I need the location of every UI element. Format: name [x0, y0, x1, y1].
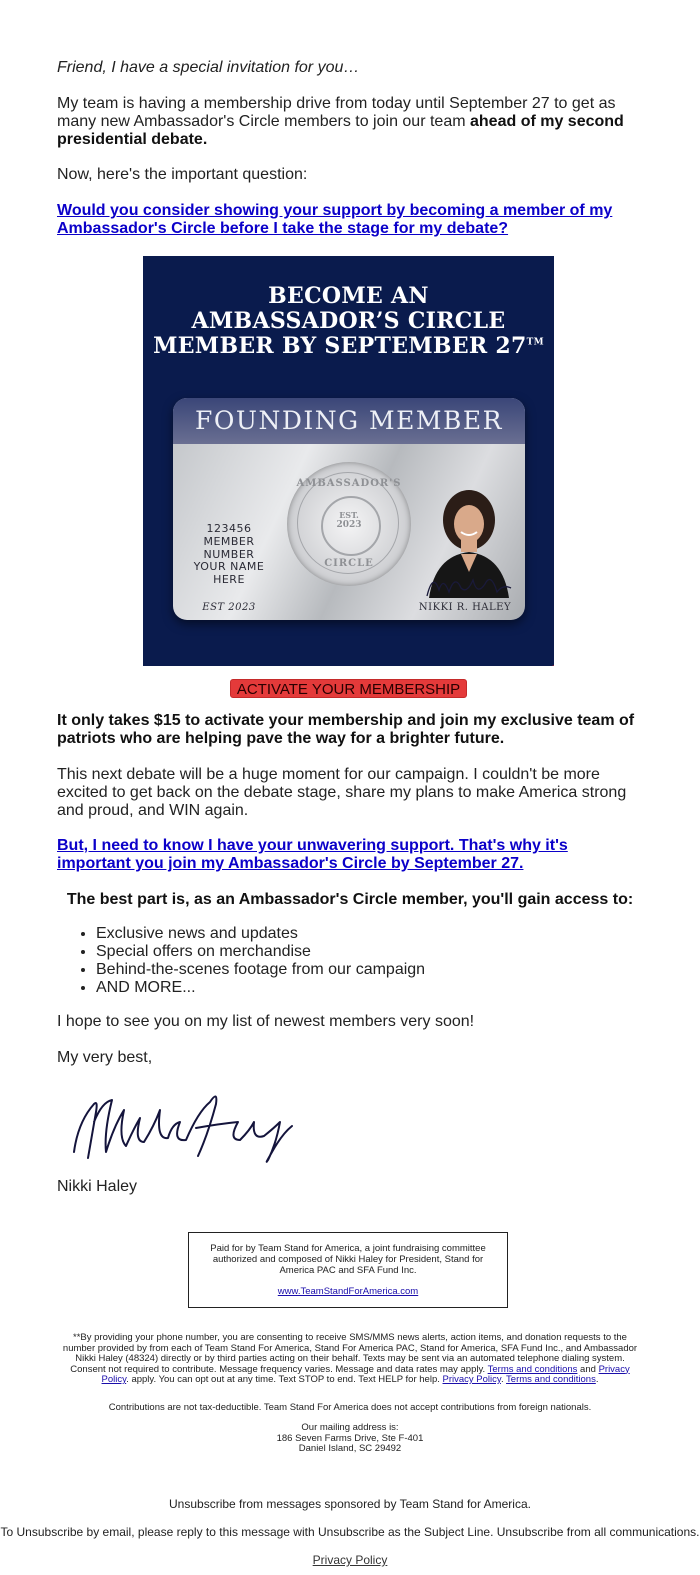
- paid-for-text: Paid for by Team Stand for America, a joint fundraising committee authorized and composed of Nikki Haley for President, Stand for America PAC and SFA Fund Inc.: [210, 1243, 486, 1276]
- list-item: • AND MORE...: [96, 979, 425, 997]
- unwavering-support-link[interactable]: But, I need to know I have your unwavering support. That's why it's important you join my Ambassador's Circle by September 27.: [57, 837, 568, 872]
- membership-drive-paragraph: [57, 95, 643, 149]
- hero-line-3: [143, 334, 554, 359]
- terms-link[interactable]: Terms and conditions: [487, 1363, 578, 1375]
- privacy-link-2[interactable]: Privacy Policy: [442, 1374, 501, 1385]
- unsubscribe-email-note[interactable]: To Unsubscribe by email, please reply to this message with Unsubscribe as the Subject Line. Unsubscribe from all communications.: [0, 1525, 700, 1539]
- access-heading: The best part is, as an Ambassador's Circle member, you'll gain access to:: [66, 891, 634, 908]
- benefits-list: [78, 925, 425, 997]
- hero-line-1: BECOME AN: [268, 283, 429, 309]
- hero-line-2: AMBASSADOR’S CIRCLE: [191, 308, 506, 334]
- trademark: TM: [526, 337, 544, 348]
- member-card: [173, 398, 525, 620]
- signature-icon: [68, 1082, 294, 1166]
- unsubscribe-sponsored[interactable]: Unsubscribe from messages sponsored by Team Stand for America.: [169, 1497, 531, 1511]
- your-name-line-2: HERE: [213, 573, 245, 586]
- paid-for-box: [188, 1232, 508, 1308]
- end-period: .: [595, 1374, 599, 1385]
- separator: .: [500, 1374, 507, 1385]
- card-est-year: EST 2023: [202, 602, 256, 613]
- terms-link-2[interactable]: Terms and conditions: [506, 1374, 596, 1385]
- your-name-line-1: YOUR NAME: [193, 560, 265, 573]
- member-number-label: MEMBER NUMBER: [203, 535, 255, 561]
- sms-disclaimer: [57, 1333, 643, 1386]
- address-line-1: 186 Seven Farms Drive, Ste F-401: [276, 1432, 424, 1444]
- activation-paragraph: It only takes $15 to activate your membership and join my exclusive team of patriots who are helping pave the way for a brighter future.: [57, 712, 635, 747]
- card-holder-name: NIKKI R. HALEY: [418, 602, 512, 613]
- sms-tail-text: . apply. You can opt out at any time. Text STOP to end. Text HELP for help.: [126, 1374, 443, 1385]
- website-link[interactable]: www.TeamStandForAmerica.com: [277, 1286, 419, 1297]
- and-text: and: [577, 1363, 599, 1375]
- list-item: • Special offers on merchandise: [96, 943, 425, 961]
- seal-center-2: 2023: [336, 520, 362, 530]
- card-title: FOUNDING MEMBER: [195, 406, 503, 435]
- question-lead: Now, here's the important question:: [57, 166, 308, 183]
- seal-top-text: AMBASSADOR'S: [296, 478, 402, 489]
- hope-line: I hope to see you on my list of newest members very soon!: [57, 1013, 475, 1030]
- address-line-2: Daniel Island, SC 29492: [298, 1443, 402, 1454]
- list-item: • Behind-the-scenes footage from our campaign: [96, 961, 425, 979]
- mailing-address: [57, 1423, 643, 1455]
- support-link[interactable]: Would you consider showing your support by becoming a member of my Ambassador's Circle before I take the stage for my debate?: [57, 202, 613, 237]
- seal-center-1: EST.: [339, 510, 359, 520]
- member-number: [179, 522, 279, 561]
- your-name: [179, 560, 279, 586]
- debate-paragraph: This next debate will be a huge moment for our campaign. I couldn't be more excited to get back on the debate stage, share my plans to make America strong and proud, and WIN again.: [57, 766, 627, 819]
- contributions-note: Contributions are not tax-deductible. Team Stand For America does not accept contributions from foreign nationals.: [108, 1402, 592, 1413]
- ambassadors-circle-seal: [287, 462, 411, 586]
- activate-membership-button[interactable]: ACTIVATE YOUR MEMBERSHIP: [230, 679, 467, 698]
- seal-bottom-text: CIRCLE: [324, 558, 374, 569]
- white-stripe: [143, 657, 554, 666]
- membership-hero-image[interactable]: [143, 256, 554, 666]
- hero-headline: [143, 284, 554, 359]
- privacy-policy-link[interactable]: Privacy Policy: [312, 1553, 388, 1567]
- hero-line-3-text: MEMBER BY SEPTEMBER 27: [153, 333, 527, 359]
- member-number-value: 123456: [206, 522, 252, 535]
- mailing-label: Our mailing address is:: [301, 1422, 399, 1433]
- para1-text: My team is having a membership drive from today until September 27 to get as many new Ambassador's Circle members to join our team: [57, 95, 616, 130]
- handwritten-signature: [68, 1082, 294, 1166]
- closing-line: My very best,: [57, 1049, 153, 1066]
- card-signature: [419, 566, 519, 602]
- greeting: Friend, I have a special invitation for you…: [57, 59, 360, 76]
- list-item: • Exclusive news and updates: [96, 925, 425, 943]
- sms-disclaimer-text: **By providing your phone number, you are consenting to receive SMS/MMS news alerts, action items, and donation requests to the number provided by from each of Team Stand For America, Stand For America PAC, Stand for America, SFA Fund Inc., and Ambassador Nikki Haley (48324) directly or by third parties acting on their behalf. Texts may be sent via an automated telephone dialing system. Consent not required to contribute. Message frequency varies. Message and data rates may apply.: [62, 1332, 638, 1375]
- signer-name: Nikki Haley: [57, 1178, 138, 1195]
- privacy-link[interactable]: Privacy Policy: [101, 1363, 630, 1385]
- signature-small-icon: [419, 566, 519, 602]
- para1-bold: ahead of my second presidential debate.: [57, 113, 624, 148]
